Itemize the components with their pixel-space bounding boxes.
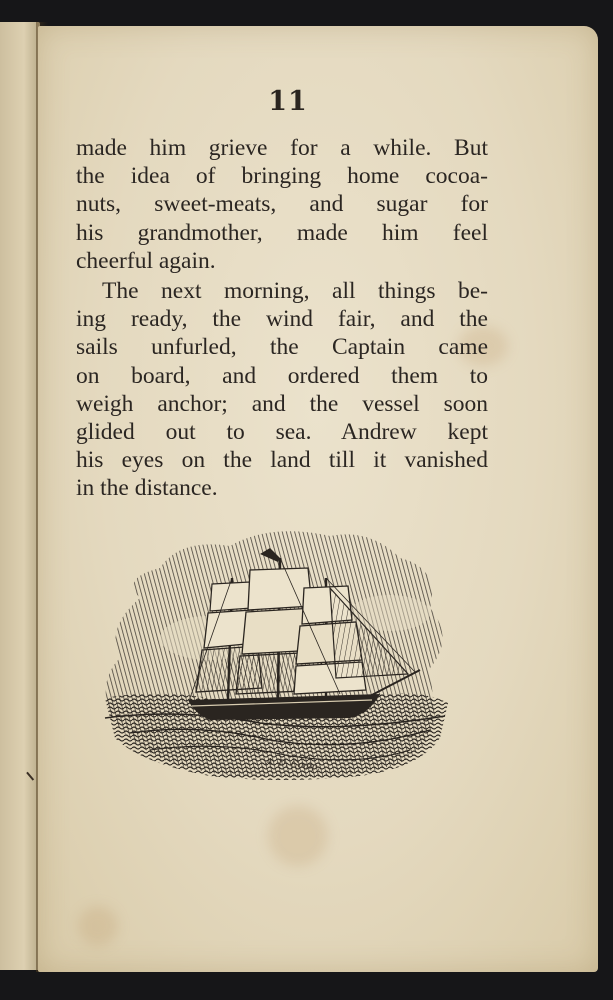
page-number: 11	[268, 86, 308, 117]
text-line: nuts, sweet-meats, and sugar for	[76, 191, 488, 218]
text-line: glided out to sea. Andrew kept	[76, 419, 488, 446]
paper-stain	[78, 906, 118, 946]
text-line: his eyes on the land till it vanished	[76, 447, 488, 474]
text-line: weigh anchor; and the vessel soon	[76, 390, 488, 417]
paper-stain	[268, 806, 328, 866]
ship-illustration-svg	[100, 518, 452, 786]
text-line: in the distance.	[76, 475, 218, 502]
text-line: made him grieve for a while. But	[76, 135, 488, 161]
text-line: cheerful again.	[76, 247, 216, 274]
text-line: the idea of bringing home cocoa-	[76, 163, 488, 190]
text-line: ing ready, the wind fair, and the	[76, 306, 488, 333]
sail	[248, 568, 312, 610]
paragraph-2	[76, 277, 488, 503]
ship-woodcut-illustration	[100, 518, 452, 786]
text-line: The next morning, all things be-	[102, 278, 488, 305]
book-page	[38, 26, 598, 972]
body-text	[76, 134, 488, 503]
paragraph-1	[76, 134, 488, 275]
text-line: on board, and ordered them to	[76, 362, 488, 389]
facing-page-edge	[0, 22, 40, 970]
text-line: sails unfurled, the Captain came	[76, 334, 488, 361]
text-line: his grandmother, made him feel	[76, 219, 488, 246]
engraver-signature: A. D. Comp.	[265, 757, 321, 773]
